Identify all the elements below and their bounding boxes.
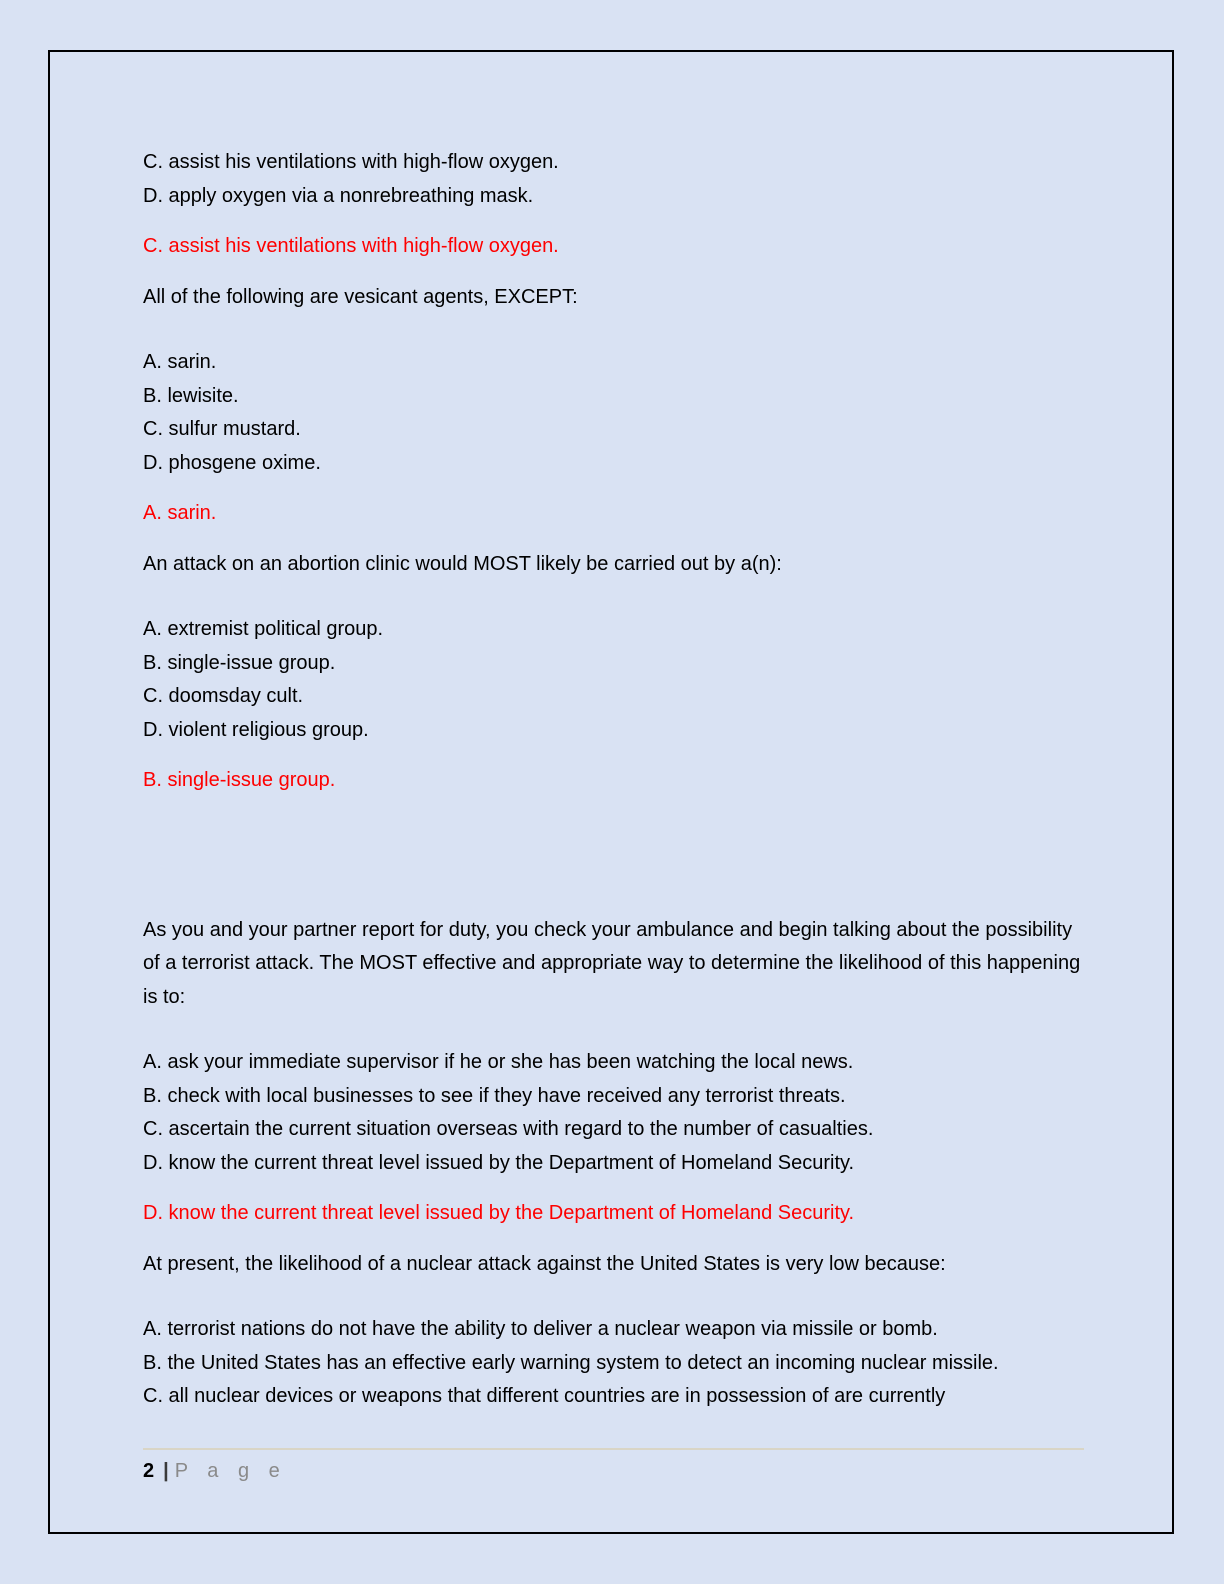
question-2-text xyxy=(143,281,1153,315)
question-5-options xyxy=(143,1313,1153,1414)
answer-option: A. sarin. xyxy=(143,351,217,373)
answer-option: C. doomsday cult. xyxy=(143,685,304,707)
answer-option: A. terrorist nations do not have the ability to deliver a nuclear weapon via missile or bomb. xyxy=(143,1318,938,1340)
answer-option: A. ask your immediate supervisor if he or she has been watching the local news. xyxy=(143,1051,854,1073)
blank-gap xyxy=(143,815,1153,914)
page-number: 2 xyxy=(143,1460,155,1482)
question-1-correct-answer xyxy=(143,230,1153,264)
question-1-options xyxy=(143,146,1153,213)
question-text: All of the following are vesicant agents, EXCEPT: xyxy=(143,285,578,308)
question-3-correct-answer xyxy=(143,764,1153,798)
correct-answer: A. sarin. xyxy=(143,502,217,524)
answer-option: D. apply oxygen via a nonrebreathing mask. xyxy=(143,184,534,207)
page-footer xyxy=(143,1456,287,1486)
correct-answer: B. single-issue group. xyxy=(143,769,336,791)
answer-option: C. sulfur mustard. xyxy=(143,418,301,440)
question-text: An attack on an abortion clinic would MOST likely be carried out by a(n): xyxy=(143,552,782,575)
question-text: At present, the likelihood of a nuclear attack against the United States is very low because: xyxy=(143,1252,946,1275)
footer-separator: | xyxy=(163,1460,169,1482)
answer-option: C. all nuclear devices or weapons that different countries are in possession of are currently xyxy=(143,1385,946,1407)
correct-answer: C. assist his ventilations with high-flow oxygen. xyxy=(143,235,559,257)
answer-option: B. check with local businesses to see if they have received any terrorist threats. xyxy=(143,1084,846,1107)
question-3-text xyxy=(143,548,1153,582)
answer-option: B. single-issue group. xyxy=(143,651,336,674)
answer-option: D. violent religious group. xyxy=(143,718,369,741)
question-5-text xyxy=(143,1248,1153,1282)
question-3-options xyxy=(143,613,1153,747)
answer-option: B. the United States has an effective early warning system to detect an incoming nuclear missile. xyxy=(143,1351,999,1374)
answer-option: C. ascertain the current situation overseas with regard to the number of casualties. xyxy=(143,1118,874,1140)
question-2-correct-answer xyxy=(143,497,1153,531)
correct-answer: D. know the current threat level issued by the Department of Homeland Security. xyxy=(143,1202,855,1224)
answer-option: C. assist his ventilations with high-flow oxygen. xyxy=(143,151,559,173)
answer-option: A. extremist political group. xyxy=(143,618,384,640)
footer-rule xyxy=(143,1448,1084,1450)
question-4-correct-answer xyxy=(143,1197,1153,1231)
answer-option: B. lewisite. xyxy=(143,384,239,407)
footer-page-label: P a g e xyxy=(174,1460,287,1482)
answer-option: D. phosgene oxime. xyxy=(143,451,321,474)
question-4-options xyxy=(143,1046,1153,1180)
question-text: As you and your partner report for duty, you check your ambulance and begin talking about the possibility of a terrorist attack. The MOST effective and appropriate way to determine the likelihood of this happening is to: xyxy=(143,918,1081,1008)
document-content xyxy=(143,146,1153,1431)
answer-option: D. know the current threat level issued by the Department of Homeland Security. xyxy=(143,1151,855,1174)
question-4-text xyxy=(143,914,1153,1015)
question-2-options xyxy=(143,346,1153,480)
